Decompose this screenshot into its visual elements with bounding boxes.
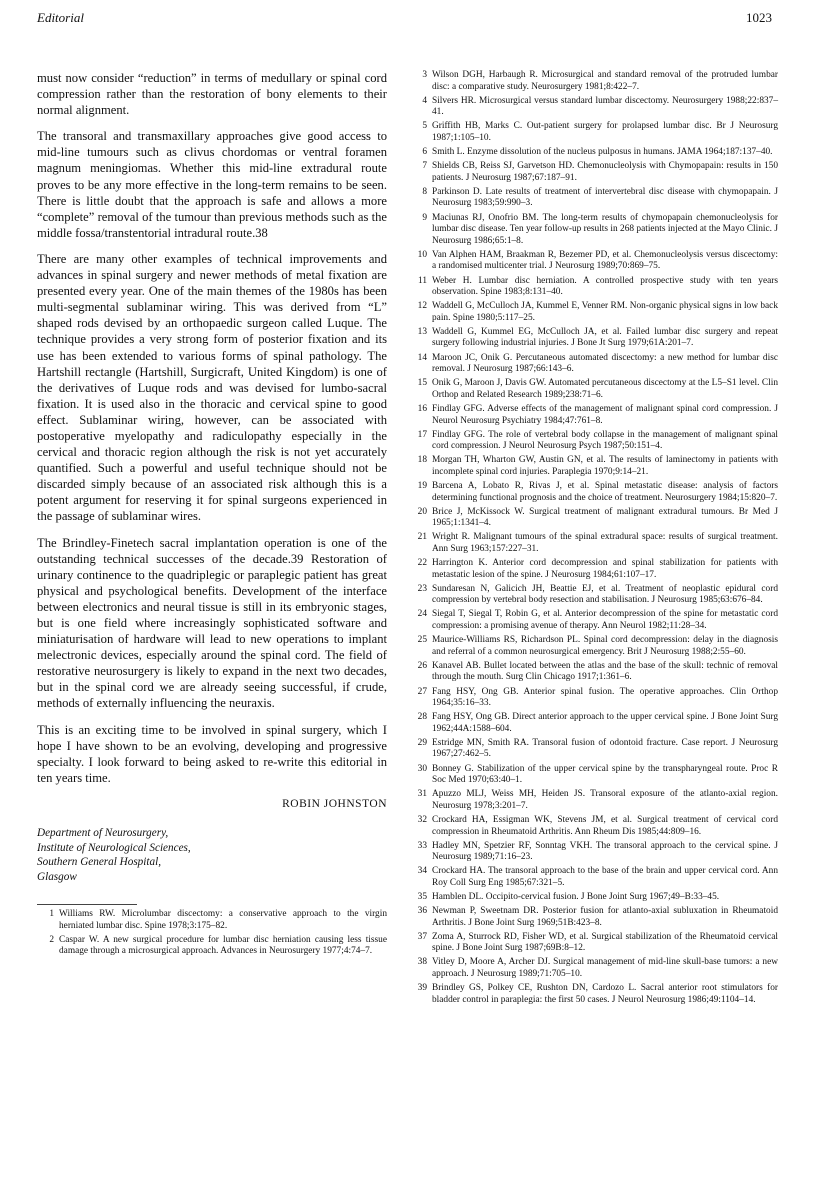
reference-item xyxy=(410,584,778,607)
reference-text: Fang HSY, Ong GB. Direct anterior approach to the upper cervical spine. J Bone Joint Surg 1962;44A:1588–604. xyxy=(432,712,778,734)
reference-number: 10 xyxy=(417,249,427,260)
affiliation-line: Department of Neurosurgery, xyxy=(37,827,169,840)
reference-number: 24 xyxy=(417,609,427,620)
reference-item xyxy=(410,661,778,684)
reference-text: Caspar W. A new surgical procedure for lumbar disc herniation causing less tissue damage through a microsurgical approach. Advances in Neurosurgery 1977;4:74–7. xyxy=(59,934,387,957)
reference-item xyxy=(410,213,778,248)
reference-item xyxy=(410,738,778,761)
reference-number: 32 xyxy=(417,814,427,825)
reference-item xyxy=(410,957,778,980)
reference-item xyxy=(410,932,778,955)
reference-item xyxy=(410,609,778,632)
reference-item xyxy=(410,892,778,904)
reference-item xyxy=(37,909,387,932)
reference-text: Zoma A, Sturrock RD, Fisher WD, et al. Surgical stabilization of the Rheumatoid cervical spine. J Bone Joint Surg 1987;69B:8–12. xyxy=(432,931,778,954)
reference-item xyxy=(410,983,778,1006)
reference-number: 12 xyxy=(417,301,427,312)
reference-text: Williams RW. Microlumbar discectomy: a conservative approach to the virgin herniated lumbar disc. Spine 1978;3:175–82. xyxy=(59,909,387,931)
reference-text: Vitley D, Moore A, Archer DJ. Surgical management of mid-line skull-base tumors: a new approach. J Neurosurg 1989;71:705–10. xyxy=(432,957,778,980)
reference-item xyxy=(410,121,778,144)
reference-item xyxy=(410,789,778,812)
reference-number: 31 xyxy=(417,789,427,800)
reference-text: Crockard HA, Essigman WK, Stevens JM, et al. Surgical treatment of cervical cord compression in Rheumatoid Arthritis. Ann Rheum Dis 1985;44:809–16. xyxy=(432,814,778,837)
affiliation-line: Institute of Neurological Sciences, xyxy=(37,841,191,854)
reference-text: Wright R. Malignant tumours of the spinal extradural space: results of surgical treatment. Ann Surg 1963;157:227–31. xyxy=(432,532,778,554)
page-number: 1023 xyxy=(746,10,772,25)
reference-text: Onik G, Maroon J, Davis GW. Automated percutaneous discectomy at the L5–S1 level. Clin Orthop and Related Research 1989;238:71–6. xyxy=(432,378,778,400)
reference-item xyxy=(410,507,778,530)
reference-number: 4 xyxy=(422,95,427,106)
right-column xyxy=(410,70,778,1009)
reference-number: 26 xyxy=(417,660,427,671)
reference-number: 18 xyxy=(417,455,427,466)
affiliation-line: Southern General Hospital, xyxy=(37,856,161,869)
reference-text: Apuzzo MLJ, Weiss MH, Heiden JS. Transoral exposure of the atlanto-axial region. Neurosurg 1978;3:201–7. xyxy=(432,789,778,811)
reference-number: 13 xyxy=(417,326,427,337)
reference-item xyxy=(410,635,778,658)
reference-list-left xyxy=(37,909,387,958)
reference-item xyxy=(410,250,778,273)
body-paragraph: must now consider “reduction” in terms of medullary or spinal cord compression rather than the restoration of bony elements to their normal alignment. xyxy=(37,71,387,118)
reference-text: Maurice-Williams RS, Richardson PL. Spinal cord decompression: delay in the diagnosis and referral of a common neurosurgical emergency. Brit J Neurosurg 1988;2:55–60. xyxy=(432,635,778,657)
reference-text: Parkinson D. Late results of treatment of intervertebral disc disease with chymopapain. J Neurosurg 1983;59:990–3. xyxy=(432,186,778,209)
affiliation-line: Glasgow xyxy=(37,870,77,883)
reference-number: 3 xyxy=(422,70,427,80)
reference-number: 2 xyxy=(49,934,54,945)
reference-text: Kanavel AB. Bullet located between the atlas and the base of the skull: technic of removal through the mouth. Surg Clin Chicago 1917;1:361–6. xyxy=(432,660,778,683)
reference-text: Maciunas RJ, Onofrio BM. The long-term results of chymopapain chemonucleolysis for lumbar disc disease. Ten year follow-up results in 268 patients injected at the Mayo Clinic. J Neurosurg 1986;65:1–8. xyxy=(432,212,778,246)
reference-number: 1 xyxy=(49,909,54,920)
reference-number: 23 xyxy=(417,583,427,594)
body-paragraph: The transoral and transmaxillary approaches give good access to mid-line tumours such as clivus chordomas or ventral foramen magnum meningiomas. Whether this mid-line extradural route proves to be any more effective in the long-term remains to be seen. There is little doubt that the approach is safe and allows a more “complete” removal of the tumour than previous methods such as the middle fossa/transtentorial intradural route.38 xyxy=(37,129,387,240)
reference-item xyxy=(410,378,778,401)
reference-text: Fang HSY, Ong GB. Anterior spinal fusion. The operative approaches. Clin Orthop 1964;35:16–33. xyxy=(432,686,778,709)
reference-number: 35 xyxy=(417,892,427,902)
reference-text: Hadley MN, Spetzier RF, Sonntag VKH. The transoral approach to the cervical spine. J Neurosurg 1989;71:16–23. xyxy=(432,840,778,863)
reference-item xyxy=(410,404,778,427)
reference-number: 28 xyxy=(417,712,427,723)
reference-item xyxy=(410,906,778,929)
running-title: Editorial xyxy=(37,10,84,25)
reference-text: Harrington K. Anterior cord decompression and spinal stabilization for patients with metastatic lesion of the spine. J Neurosurg 1984;61:107–17. xyxy=(432,558,778,580)
reference-number: 19 xyxy=(417,481,427,491)
reference-text: Van Alphen HAM, Braakman R, Bezemer PD, et al. Chemonucleolysis versus discectomy: a randomised multicenter trial. J Neurosurg 1989;70:869–75. xyxy=(432,249,778,272)
reference-text: Findlay GFG. Adverse effects of the management of malignant spinal cord compression. J Neurol Neurosurg Psychiatry 1984;47:761–8. xyxy=(432,403,778,426)
reference-number: 15 xyxy=(417,378,427,389)
reference-number: 22 xyxy=(417,558,427,569)
reference-text: Sundaresan N, Galicich JH, Beattie EJ, et al. Treatment of neoplastic epidural cord compression by vertebral body resection and stabilisation. J Neurosurg 1985;63:676–84. xyxy=(432,583,778,606)
reference-item xyxy=(410,815,778,838)
reference-number: 27 xyxy=(417,686,427,697)
reference-divider xyxy=(37,904,137,905)
reference-text: Hamblen DL. Occipito-cervical fusion. J Bone Joint Surg 1967;49–B:33–45. xyxy=(432,892,720,902)
author-name: ROBIN JOHNSTON xyxy=(282,797,387,810)
reference-text: Weber H. Lumbar disc herniation. A controlled prospective study with ten years observation. Spine 1983;8:131–40. xyxy=(432,275,778,298)
reference-number: 16 xyxy=(417,403,427,414)
reference-text: Newman P, Sweetnam DR. Posterior fusion for atlanto-axial subluxation in Rheumatoid Arthritis. J Bone Joint Surg 1969;51B:423–8. xyxy=(432,906,778,928)
reference-item xyxy=(410,841,778,864)
reference-text: Maroon JC, Onik G. Percutaneous automated discectomy: a new method for lumbar disc removal. J Neurosurg 1987;66:143–6. xyxy=(432,352,778,375)
reference-number: 38 xyxy=(417,957,427,968)
reference-number: 34 xyxy=(417,866,427,877)
reference-number: 25 xyxy=(417,635,427,646)
reference-item xyxy=(410,70,778,93)
left-column xyxy=(37,70,387,960)
reference-number: 36 xyxy=(417,906,427,917)
reference-text: Wilson DGH, Harbaugh R. Microsurgical and standard removal of the protruded lumbar disc: a comparative study. Neurosurgery 1981;8:422–7. xyxy=(432,70,778,92)
reference-item xyxy=(410,301,778,324)
reference-text: Brindley GS, Polkey CE, Rushton DN, Cardozo L. Sacral anterior root stimulators for bladder control in paraplegia: the first 50 cases. J Neurol Neurosurg 1986;49:1104–14. xyxy=(432,983,778,1005)
reference-number: 37 xyxy=(417,931,427,942)
reference-item xyxy=(410,276,778,299)
reference-number: 29 xyxy=(417,737,427,748)
reference-item xyxy=(410,866,778,889)
reference-item xyxy=(410,430,778,453)
reference-text: Siegal T, Siegal T, Robin G, et al. Anterior decompression of the spine for metastatic cord compression: a promising avenue of therapy. Ann Neurol 1982;11:28–34. xyxy=(432,609,778,632)
reference-number: 30 xyxy=(417,763,427,774)
reference-number: 8 xyxy=(422,186,427,197)
body-paragraph: There are many other examples of technical improvements and advances in spinal surgery and newer methods of metal fixation are presented every year. One of the main themes of the 1980s has been multi-segmental sublaminar wiring. This was derived from “L” shaped rods devised by an orthopaedic surgeon called Luque. The technique provides a very strong form of posterior fixation and its use has been extended to various forms of spinal pathology. The Hartshill rectangle (Hartshill, Surgicraft, United Kingdom) is one of the derivatives of Luque rods and was devised for lumbo-sacral fixation. It is used also in the thoracic and cervical spine to good effect. Sublaminar wiring, however, can be associated with postoperative myelopathy and radiculopathy especially in the cervical and thoracic region although the risk is not yet accurately quantified. Such a powerful and useful technique should not be discarded simply because of an associated risk although this is a potent argument for reserving it for spinal surgeons experienced in the passage of sublaminar wires. xyxy=(37,251,387,524)
reference-text: Silvers HR. Microsurgical versus standard lumbar discectomy. Neurosurgery 1988;22:837–41. xyxy=(432,95,778,118)
reference-number: 7 xyxy=(422,161,427,172)
reference-number: 9 xyxy=(422,212,427,223)
reference-list-right xyxy=(410,70,778,1006)
reference-item xyxy=(410,327,778,350)
reference-text: Estridge MN, Smith RA. Transoral fusion of odontoid fracture. Case report. J Neurosurg 1967;27:462–5. xyxy=(432,737,778,760)
reference-item xyxy=(410,147,778,159)
reference-text: Barcena A, Lobato R, Rivas J, et al. Spinal metastatic disease: analysis of factors determining functional prognosis and the choice of treatment. Neurosurgery 1984;15:820–7. xyxy=(432,481,778,503)
reference-number: 5 xyxy=(422,121,427,132)
reference-item xyxy=(410,187,778,210)
reference-item xyxy=(410,353,778,376)
reference-number: 11 xyxy=(418,275,427,286)
reference-text: Griffith HB, Marks C. Out-patient surgery for prolapsed lumbar disc. Br J Neurosurg 1987;1:105–10. xyxy=(432,121,778,143)
reference-number: 39 xyxy=(417,983,427,994)
reference-item xyxy=(410,455,778,478)
reference-text: Waddell G, Kummel EG, McCulloch JA, et al. Failed lumbar disc surgery and repeat surgery following industrial injuries. J Bone Jt Surg 1979;61A:201–7. xyxy=(432,326,778,349)
reference-number: 14 xyxy=(417,352,427,363)
reference-item xyxy=(410,481,778,504)
reference-text: Smith L. Enzyme dissolution of the nucleus pulposus in humans. JAMA 1964;187:137–40. xyxy=(432,147,773,158)
reference-number: 6 xyxy=(422,147,427,158)
reference-item xyxy=(410,96,778,119)
reference-item xyxy=(410,712,778,735)
reference-number: 33 xyxy=(417,840,427,851)
reference-text: Shields CB, Reiss SJ, Garvetson HD. Chemonucleolysis with Chymopapain: results in 150 patients. J Neurosurg 1987;67:187–91. xyxy=(432,161,778,183)
reference-number: 21 xyxy=(417,532,427,543)
reference-text: Morgan TH, Wharton GW, Austin GN, et al. The results of laminectomy in patients with incomplete spinal cord injuries. Paraplegia 1970;9:14–21. xyxy=(432,455,778,477)
reference-number: 20 xyxy=(417,506,427,517)
reference-item xyxy=(37,935,387,958)
reference-item xyxy=(410,764,778,787)
reference-text: Crockard HA. The transoral approach to the base of the brain and upper cervical cord. Ann Roy Coll Surg Eng 1985;67:321–5. xyxy=(432,866,778,888)
reference-item xyxy=(410,558,778,581)
reference-text: Findlay GFG. The role of vertebral body collapse in the management of malignant spinal cord compression. J Neurol Neurosurg Psych 1987;50:151–4. xyxy=(432,429,778,452)
reference-number: 17 xyxy=(417,429,427,440)
reference-text: Brice J, McKissock W. Surgical treatment of malignant extradural tumours. Br Med J 1965;1:1341–4. xyxy=(432,506,778,529)
author-affiliation xyxy=(37,826,387,884)
body-paragraph: This is an exciting time to be involved in spinal surgery, which I hope I have shown to be an evolving, developing and progressive specialty. I look forward to being asked to re-write this editorial in ten years time. xyxy=(37,722,387,785)
reference-item xyxy=(410,687,778,710)
reference-item xyxy=(410,161,778,184)
reference-item xyxy=(410,532,778,555)
reference-text: Waddell G, McCulloch JA, Kummel E, Venner RM. Non-organic physical signs in low back pain. Spine 1980;5:117–25. xyxy=(432,301,778,323)
body-paragraph: The Brindley-Finetech sacral implantation operation is one of the outstanding technical successes of the decade.39 Restoration of urinary continence to the quadriplegic or paraplegic patient has great physical and psychological benefits. Development of the interface between electronics and neural tissue is still in its embryonic stages, but is one field where increasingly sophisticated software and miniaturisation of hardware will lead to new operations to implant melectronic devices, especially around the spinal cord. The field of restorative neurosurgery is likely to expand in the next two decades, but in the spinal cord we are already seeing successful, if crude, methods of externally influencing the neuraxis. xyxy=(37,535,387,711)
reference-text: Bonney G. Stabilization of the upper cervical spine by the transpharyngeal route. Proc R Soc Med 1970;63:40–1. xyxy=(432,763,778,786)
